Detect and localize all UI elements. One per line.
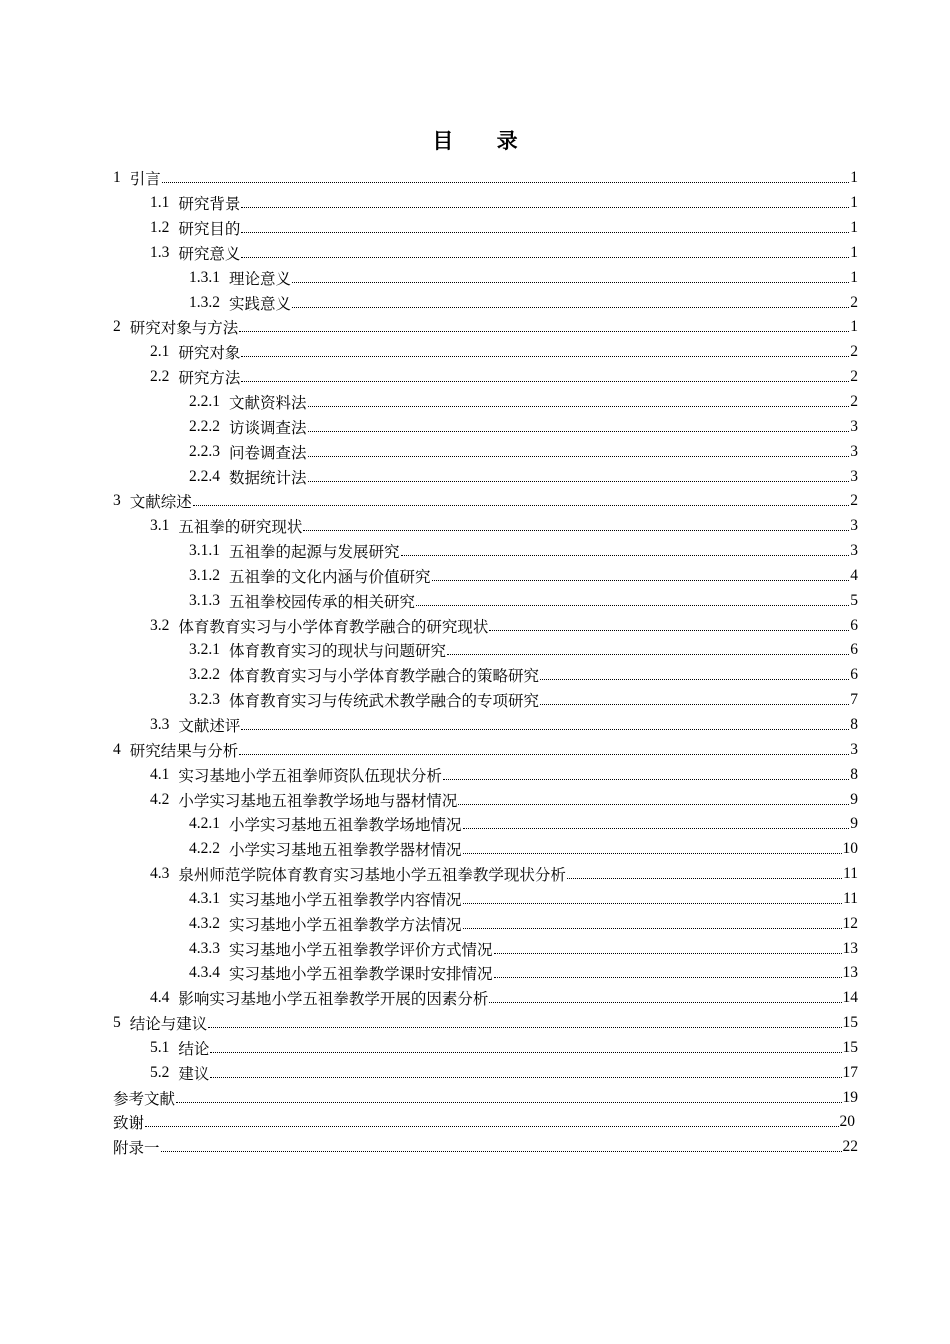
toc-entry-number: 2.2.3 bbox=[189, 442, 220, 460]
toc-dot-leader bbox=[162, 181, 849, 183]
toc-dot-leader bbox=[241, 231, 849, 233]
toc-entry-title: 五祖拳的文化内涵与价值研究 bbox=[229, 567, 431, 586]
toc-entry-number: 3.2.2 bbox=[189, 666, 220, 684]
toc-dot-leader bbox=[567, 877, 842, 879]
toc-dot-leader bbox=[176, 1101, 841, 1103]
toc-entry-page-number: 22 bbox=[842, 1138, 858, 1156]
toc-entry[interactable] bbox=[0, 1011, 950, 1036]
toc-entry-page-number: 1 bbox=[850, 219, 858, 237]
toc-dot-leader bbox=[447, 653, 849, 655]
toc-dot-leader bbox=[463, 927, 842, 929]
toc-entry-page-number: 5 bbox=[850, 591, 858, 609]
toc-entry-page-number: 2 bbox=[850, 492, 858, 510]
toc-entry-title: 结论与建议 bbox=[129, 1015, 208, 1034]
toc-entry[interactable] bbox=[0, 961, 950, 986]
toc-entry[interactable] bbox=[0, 290, 950, 315]
toc-entry-number: 3.1 bbox=[150, 517, 170, 535]
toc-entry-number: 3.1.1 bbox=[189, 542, 220, 560]
toc-entry-page-number: 2 bbox=[850, 393, 858, 411]
toc-entry-title: 文献述评 bbox=[178, 716, 241, 735]
toc-entry[interactable] bbox=[0, 688, 950, 713]
toc-entry-title: 文献资料法 bbox=[229, 394, 307, 413]
toc-entry-number: 4.3 bbox=[150, 865, 170, 883]
toc-entry-title: 实习基地小学五祖拳教学方法情况 bbox=[229, 915, 462, 934]
toc-dot-leader bbox=[458, 803, 849, 805]
toc-dot-leader bbox=[210, 1051, 841, 1053]
toc-entry-number: 5 bbox=[113, 1014, 121, 1032]
toc-entry-page-number: 7 bbox=[850, 691, 858, 709]
toc-entry[interactable] bbox=[0, 166, 950, 191]
toc-dot-leader bbox=[489, 1001, 841, 1003]
toc-entry-page-number: 15 bbox=[842, 1038, 858, 1056]
toc-entry-page-number: 11 bbox=[843, 889, 858, 907]
toc-entry[interactable] bbox=[0, 886, 950, 911]
toc-entry-page-number: 15 bbox=[842, 1014, 858, 1032]
toc-dot-leader bbox=[241, 206, 849, 208]
toc-entry-page-number: 1 bbox=[850, 194, 858, 212]
toc-entry-title: 小学实习基地五祖拳教学器材情况 bbox=[229, 841, 462, 860]
toc-entry[interactable] bbox=[0, 737, 950, 762]
toc-entry-title: 研究结果与分析 bbox=[129, 741, 239, 760]
toc-entry-number: 4.2.2 bbox=[189, 840, 220, 858]
toc-entry-title: 五祖拳校园传承的相关研究 bbox=[229, 592, 416, 611]
toc-entry[interactable] bbox=[0, 936, 950, 961]
toc-entry-number: 3.1.3 bbox=[189, 591, 220, 609]
toc-dot-leader bbox=[210, 1076, 841, 1078]
toc-entry-number: 4.3.4 bbox=[189, 964, 220, 982]
toc-dot-leader bbox=[432, 579, 850, 581]
toc-entry[interactable] bbox=[0, 414, 950, 439]
toc-entry-title: 文献综述 bbox=[129, 493, 192, 512]
toc-entry-title: 参考文献 bbox=[113, 1089, 176, 1108]
toc-entry[interactable] bbox=[0, 1135, 950, 1160]
toc-entry[interactable] bbox=[0, 812, 950, 837]
toc-entry[interactable] bbox=[0, 1036, 950, 1061]
toc-entry-number: 1.1 bbox=[150, 194, 170, 212]
toc-dot-leader bbox=[161, 1150, 842, 1152]
toc-entry-title: 体育教育实习与小学体育教学融合的研究现状 bbox=[178, 617, 489, 636]
toc-dot-leader bbox=[494, 976, 842, 978]
toc-entry[interactable] bbox=[0, 464, 950, 489]
toc-entry-title: 体育教育实习与传统武术教学融合的专项研究 bbox=[229, 692, 540, 711]
toc-entry-title: 五祖拳的研究现状 bbox=[178, 518, 303, 537]
toc-dot-leader bbox=[308, 430, 850, 432]
toc-entry-title: 问卷调查法 bbox=[229, 443, 307, 462]
toc-entry-title: 理论意义 bbox=[229, 269, 292, 288]
toc-entry-page-number: 19 bbox=[842, 1088, 858, 1106]
toc-entry-number: 2.2.1 bbox=[189, 393, 220, 411]
toc-entry-number: 3.1.2 bbox=[189, 566, 220, 584]
toc-entry-title: 实践意义 bbox=[229, 294, 292, 313]
toc-entry-number: 3.2.3 bbox=[189, 691, 220, 709]
toc-entry[interactable] bbox=[0, 862, 950, 887]
toc-entry[interactable] bbox=[0, 588, 950, 613]
toc-entry-number: 4.2.1 bbox=[189, 815, 220, 833]
toc-entry-title: 引言 bbox=[129, 170, 161, 189]
toc-entry[interactable] bbox=[0, 340, 950, 365]
toc-dot-leader bbox=[463, 827, 850, 829]
toc-entry[interactable] bbox=[0, 911, 950, 936]
toc-entry-page-number: 6 bbox=[850, 616, 858, 634]
toc-entry-page-number: 3 bbox=[850, 740, 858, 758]
toc-entry-number: 4.2 bbox=[150, 790, 170, 808]
toc-entry-number: 5.1 bbox=[150, 1038, 170, 1056]
toc-entry-title: 小学实习基地五祖拳教学场地与器材情况 bbox=[178, 791, 458, 810]
toc-dot-leader bbox=[241, 256, 849, 258]
toc-entry-number: 3.3 bbox=[150, 715, 170, 733]
toc-dot-leader bbox=[193, 504, 849, 506]
toc-entry-page-number: 6 bbox=[850, 666, 858, 684]
toc-dot-leader bbox=[241, 728, 849, 730]
toc-entry[interactable] bbox=[0, 663, 950, 688]
toc-entry-number: 4.3.2 bbox=[189, 914, 220, 932]
toc-dot-leader bbox=[401, 554, 850, 556]
toc-dot-leader bbox=[303, 529, 849, 531]
toc-entry-title: 研究方法 bbox=[178, 369, 241, 388]
toc-entry-title: 实习基地小学五祖拳师资队伍现状分析 bbox=[178, 766, 442, 785]
toc-entry-title: 体育教育实习的现状与问题研究 bbox=[229, 642, 447, 661]
toc-dot-leader bbox=[540, 703, 849, 705]
toc-entry-page-number: 1 bbox=[850, 318, 858, 336]
toc-entry-number: 1.3.1 bbox=[189, 268, 220, 286]
toc-entry-number: 2.2.4 bbox=[189, 467, 220, 485]
toc-entry[interactable] bbox=[0, 489, 950, 514]
toc-entry-title: 实习基地小学五祖拳教学评价方式情况 bbox=[229, 940, 493, 959]
toc-dot-leader bbox=[489, 629, 849, 631]
toc-entry[interactable] bbox=[0, 191, 950, 216]
toc-entry-title: 结论 bbox=[178, 1039, 210, 1058]
toc-entry-number: 2.2.2 bbox=[189, 417, 220, 435]
toc-entry-title: 泉州师范学院体育教育实习基地小学五祖拳教学现状分析 bbox=[178, 866, 566, 885]
toc-dot-leader bbox=[239, 753, 849, 755]
toc-entry-page-number: 3 bbox=[850, 417, 858, 435]
toc-entry-number: 4 bbox=[113, 740, 121, 758]
toc-entry-title: 小学实习基地五祖拳教学场地情况 bbox=[229, 816, 462, 835]
toc-entry[interactable] bbox=[0, 539, 950, 564]
toc-entry[interactable] bbox=[0, 837, 950, 862]
toc-entry-number: 4.3.1 bbox=[189, 889, 220, 907]
toc-entry-page-number: 1 bbox=[850, 243, 858, 261]
toc-entry-page-number: 2 bbox=[850, 293, 858, 311]
toc-entry-title: 数据统计法 bbox=[229, 468, 307, 487]
toc-entry[interactable] bbox=[0, 265, 950, 290]
toc-entry-number: 1 bbox=[113, 169, 121, 187]
toc-entry-number: 1.2 bbox=[150, 219, 170, 237]
toc-entry[interactable] bbox=[0, 216, 950, 241]
toc-entry[interactable] bbox=[0, 1110, 950, 1135]
toc-entry-page-number: 3 bbox=[850, 467, 858, 485]
toc-list bbox=[0, 166, 950, 1160]
toc-dot-leader bbox=[308, 405, 850, 407]
toc-entry-title: 影响实习基地小学五祖拳教学开展的因素分析 bbox=[178, 990, 489, 1009]
toc-entry[interactable] bbox=[0, 365, 950, 390]
toc-entry[interactable] bbox=[0, 787, 950, 812]
toc-entry[interactable] bbox=[0, 315, 950, 340]
toc-entry-page-number: 13 bbox=[842, 939, 858, 957]
toc-entry-page-number: 17 bbox=[842, 1063, 858, 1081]
toc-entry[interactable] bbox=[0, 1060, 950, 1085]
toc-entry-page-number: 10 bbox=[842, 840, 858, 858]
toc-entry-title: 致谢 bbox=[113, 1114, 145, 1133]
toc-entry-page-number: 9 bbox=[850, 815, 858, 833]
toc-entry[interactable] bbox=[0, 986, 950, 1011]
toc-dot-leader bbox=[292, 281, 849, 283]
toc-entry-title: 研究意义 bbox=[178, 244, 241, 263]
toc-entry-page-number: 11 bbox=[843, 865, 858, 883]
toc-entry-page-number: 3 bbox=[850, 442, 858, 460]
toc-entry-number: 3.2.1 bbox=[189, 641, 220, 659]
toc-dot-leader bbox=[540, 678, 849, 680]
toc-entry-number: 2.1 bbox=[150, 343, 170, 361]
toc-entry-page-number: 12 bbox=[842, 914, 858, 932]
toc-dot-leader bbox=[241, 380, 849, 382]
toc-dot-leader bbox=[463, 902, 843, 904]
toc-entry-page-number: 20 bbox=[839, 1113, 855, 1131]
toc-entry-title: 建议 bbox=[178, 1064, 210, 1083]
toc-entry-page-number: 14 bbox=[842, 989, 858, 1007]
toc-entry-page-number: 3 bbox=[850, 517, 858, 535]
toc-entry-title: 研究对象 bbox=[178, 344, 241, 363]
toc-entry-number: 5.2 bbox=[150, 1063, 170, 1081]
toc-entry-page-number: 1 bbox=[850, 268, 858, 286]
toc-entry[interactable] bbox=[0, 613, 950, 638]
toc-entry-page-number: 3 bbox=[850, 542, 858, 560]
toc-entry-number: 1.3.2 bbox=[189, 293, 220, 311]
toc-dot-leader bbox=[292, 306, 849, 308]
toc-dot-leader bbox=[241, 355, 849, 357]
toc-entry-number: 2 bbox=[113, 318, 121, 336]
toc-entry-title: 研究背景 bbox=[178, 195, 241, 214]
toc-dot-leader bbox=[308, 480, 850, 482]
toc-entry-title: 研究目的 bbox=[178, 220, 241, 239]
toc-entry[interactable] bbox=[0, 762, 950, 787]
toc-entry-title: 五祖拳的起源与发展研究 bbox=[229, 543, 400, 562]
toc-dot-leader bbox=[443, 778, 849, 780]
toc-entry[interactable] bbox=[0, 713, 950, 738]
toc-entry[interactable] bbox=[0, 241, 950, 266]
toc-dot-leader bbox=[239, 330, 849, 332]
toc-entry-title: 实习基地小学五祖拳教学内容情况 bbox=[229, 890, 462, 909]
toc-entry-page-number: 2 bbox=[850, 368, 858, 386]
toc-entry-number: 3 bbox=[113, 492, 121, 510]
toc-entry-title: 研究对象与方法 bbox=[129, 319, 239, 338]
toc-entry-number: 4.3.3 bbox=[189, 939, 220, 957]
toc-entry[interactable] bbox=[0, 638, 950, 663]
toc-entry-page-number: 4 bbox=[850, 566, 858, 584]
toc-title: 目 录 bbox=[432, 129, 536, 153]
toc-entry-number: 2.2 bbox=[150, 368, 170, 386]
toc-entry[interactable] bbox=[0, 514, 950, 539]
toc-entry-page-number: 8 bbox=[850, 765, 858, 783]
toc-entry-page-number: 1 bbox=[850, 169, 858, 187]
toc-entry[interactable] bbox=[0, 439, 950, 464]
toc-entry-title: 体育教育实习与小学体育教学融合的策略研究 bbox=[229, 667, 540, 686]
toc-dot-leader bbox=[463, 852, 842, 854]
toc-entry-number: 1.3 bbox=[150, 243, 170, 261]
toc-entry-number: 4.4 bbox=[150, 989, 170, 1007]
toc-entry[interactable] bbox=[0, 1085, 950, 1110]
toc-entry-title: 附录一 bbox=[113, 1139, 160, 1158]
toc-entry-page-number: 2 bbox=[850, 343, 858, 361]
toc-entry[interactable] bbox=[0, 390, 950, 415]
toc-entry-number: 3.2 bbox=[150, 616, 170, 634]
toc-entry-title: 实习基地小学五祖拳教学课时安排情况 bbox=[229, 965, 493, 984]
toc-entry-page-number: 9 bbox=[850, 790, 858, 808]
toc-entry-page-number: 6 bbox=[850, 641, 858, 659]
toc-entry-page-number: 13 bbox=[842, 964, 858, 982]
toc-dot-leader bbox=[308, 455, 850, 457]
toc-entry-title: 访谈调查法 bbox=[229, 418, 307, 437]
toc-entry-page-number: 8 bbox=[850, 715, 858, 733]
toc-dot-leader bbox=[494, 952, 842, 954]
toc-entry[interactable] bbox=[0, 564, 950, 589]
toc-dot-leader bbox=[416, 604, 849, 606]
toc-dot-leader bbox=[145, 1125, 838, 1127]
toc-entry-number: 4.1 bbox=[150, 765, 170, 783]
toc-dot-leader bbox=[208, 1026, 841, 1028]
